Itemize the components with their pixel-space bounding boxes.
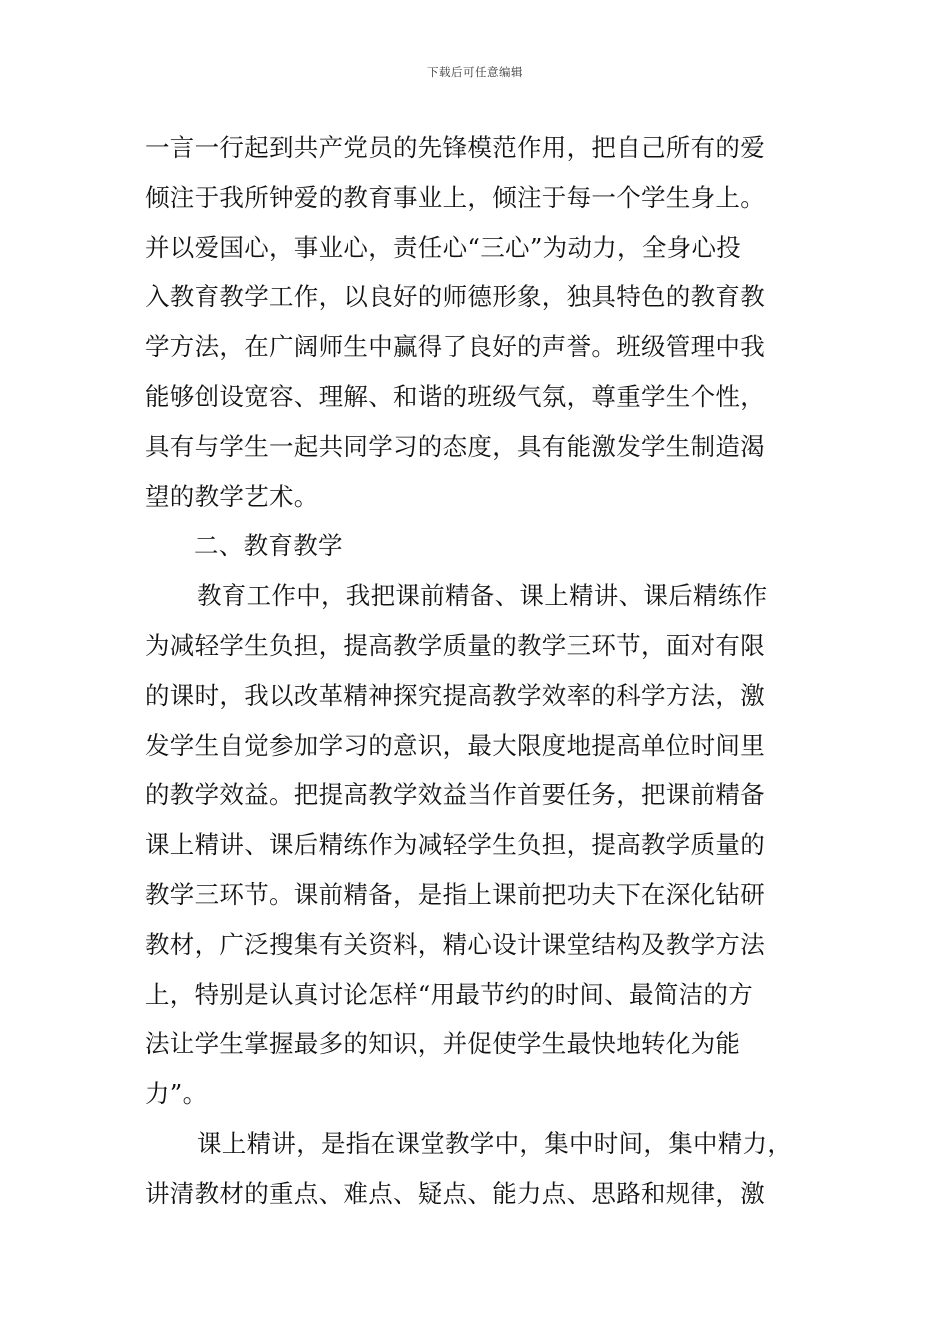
- paragraph-line: 教材，广泛搜集有关资料，精心设计课堂结构及教学方法: [145, 929, 765, 959]
- paragraph-line: 能够创设宽容、理解、和谐的班级气氛，尊重学生个性，: [145, 381, 765, 411]
- paragraph-line: 力”。: [145, 1079, 208, 1109]
- paragraph-line: 发学生自觉参加学习的意识，最大限度地提高单位时间里: [145, 730, 765, 760]
- paragraph-line: 法让学生掌握最多的知识，并促使学生最快地转化为能: [145, 1029, 741, 1059]
- paragraph-line: 倾注于我所钟爱的教育事业上，倾注于每一个学生身上。: [145, 182, 765, 212]
- paragraph-line: 望的教学艺术。: [145, 481, 319, 511]
- paragraph-line: 上，特别是认真讨论怎样“用最节约的时间、最简洁的方: [145, 979, 754, 1009]
- paragraph-line: 课上精讲，是指在课堂教学中，集中时间，集中精力，: [197, 1128, 793, 1158]
- paragraph-line: 一言一行起到共产党员的先锋模范作用，把自己所有的爱: [145, 133, 765, 162]
- paragraph-line: 的教学效益。把提高教学效益当作首要任务，把课前精备: [145, 780, 765, 810]
- paragraph-line: 课上精讲、课后精练作为减轻学生负担，提高教学质量的: [145, 830, 765, 860]
- paragraph-line: 教育工作中，我把课前精备、课上精讲、课后精练作: [197, 581, 768, 611]
- paragraph-line: 为减轻学生负担，提高教学质量的教学三环节，面对有限: [145, 630, 765, 660]
- paragraph-line: 教学三环节。课前精备，是指上课前把功夫下在深化钻研: [145, 879, 765, 909]
- paragraph-line: 具有与学生一起共同学习的态度，具有能激发学生制造渴: [145, 431, 765, 461]
- paragraph-line: 的课时，我以改革精神探究提高教学效率的科学方法，激: [145, 680, 765, 710]
- section-heading: 二、教育教学: [194, 531, 343, 561]
- paragraph-line: 学方法，在广阔师生中赢得了良好的声誉。班级管理中我: [145, 332, 765, 362]
- paragraph-line: 入教育教学工作，以良好的师德形象，独具特色的教育教: [145, 282, 765, 312]
- paragraph-line: 并以爱国心，事业心，责任心“三心”为动力，全身心投: [145, 232, 742, 262]
- page-header: 下载后可任意编辑: [427, 65, 523, 79]
- document-body: [145, 123, 827, 1219]
- paragraph-line: 讲清教材的重点、难点、疑点、能力点、思路和规律，激: [145, 1178, 765, 1208]
